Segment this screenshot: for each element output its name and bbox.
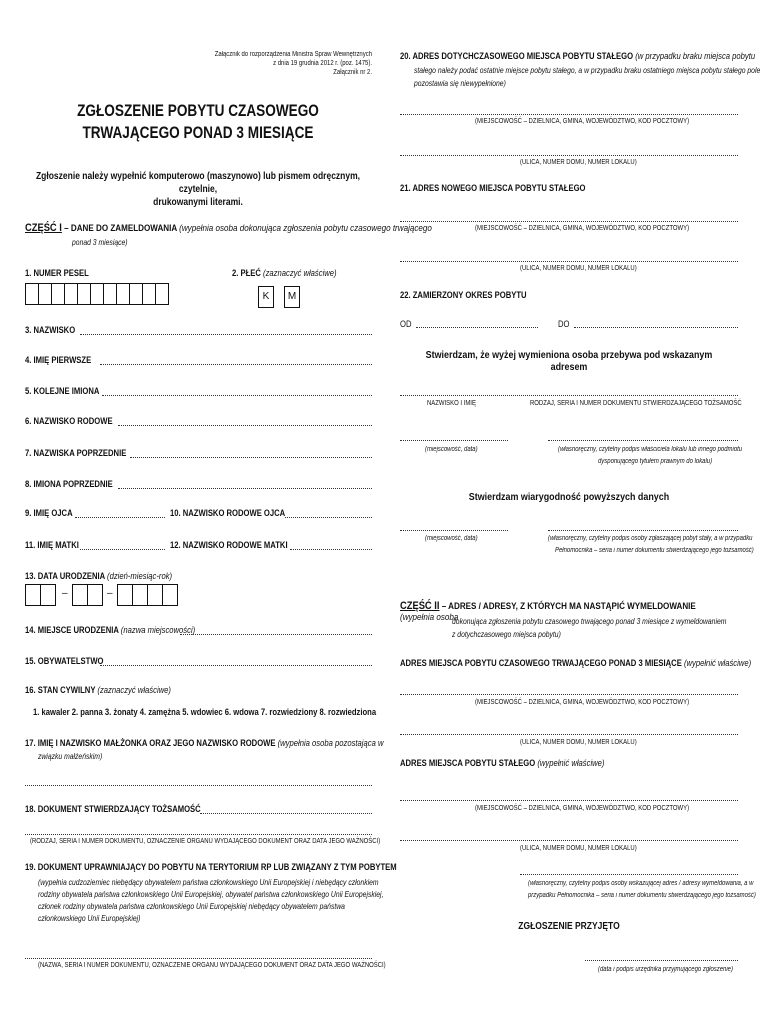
field-16-note: (zaznaczyć właściwe) [97,685,171,695]
field-7-label: 7. NAZWISKA POPRZEDNIE [25,448,127,458]
pesel-digit-box[interactable] [129,283,143,305]
perm-address-text: ADRES MIEJSCA POBYTU STAŁEGO [400,758,536,768]
temp-address-street-input[interactable] [400,734,738,735]
field-21-street-caption: (ULICA, NUMER DOMU, NUMER LOKALU) [520,265,637,272]
field-20-note-2: stałego należy podać ostatnie miejsce pobytu stałego, a w przypadku braku ostatniego miejsca pobytu stałego pole [414,66,761,75]
field-21-street-input[interactable] [400,261,738,262]
field-20-street-input[interactable] [400,155,738,156]
field-5-input[interactable] [102,395,372,396]
period-to-label: DO [558,319,570,329]
field-13-note: (dzień-miesiąc-rok) [107,571,173,581]
field-18-caption: (RODZAJ, SERIA I NUMER DOKUMENTU, OZNACZENIE ORGANU WYDAJĄCEGO DOKUMENT ORAZ DATA JEGO WAŻNOŚCI) [30,838,381,845]
field-20-place-caption: (MIEJSCOWOŚĆ – DZIELNICA, GMINA, WOJEWÓDZTWO, KOD POCZTOWY) [475,118,690,125]
field-21-place-caption: (MIEJSCOWOŚĆ – DZIELNICA, GMINA, WOJEWÓDZTWO, KOD POCZTOWY) [475,225,690,232]
field-15-input[interactable] [100,665,372,666]
pesel-digit-box[interactable] [64,283,78,305]
field-20-street-caption: (ULICA, NUMER DOMU, NUMER LOKALU) [520,159,637,166]
caption-owner-1: (własnoręczny, czytelny podpis właściciela lokalu lub innego podmiotu [558,446,743,453]
field-19-note-2: rodziny obywatela państwa członkowskiego Unii Europejskiej, obywatel państwa członkowskiego Unii Europejskiej, [38,890,384,899]
field-19-note-4: członkowskiego Unii Europejskiej) [38,914,141,923]
part1-note: (wypełnia osoba dokonująca zgłoszenia pobytu czasowego trwającego [179,223,432,234]
field-9-input[interactable] [75,517,165,518]
pesel-boxes[interactable] [25,283,168,305]
caption-signature-3: (własnoręczny, czytelny podpis osoby wskazującej adres / adresy wymeldowania, a w [528,880,754,887]
intro-line-2: drukowanymi literami. [153,197,243,208]
field-10-label: 10. NAZWISKO RODOWE OJCA [170,508,286,518]
part2-note-3: z dotychczasowego miejsca pobytu) [452,630,561,639]
period-to-input[interactable] [574,327,738,328]
pesel-digit-box[interactable] [25,283,39,305]
deregistration-signature-input[interactable] [520,874,738,875]
pesel-digit-box[interactable] [51,283,65,305]
date-digit-box[interactable] [162,584,178,606]
field-20-place-input[interactable] [400,114,738,115]
field-6-input[interactable] [118,425,372,426]
part2-note: (wypełnia osoba [400,612,459,623]
temp-address-text: ADRES MIEJSCA POBYTU CZASOWEGO TRWAJĄCEGO PONAD 3 MIESIĄCE [400,658,682,668]
field-14-input[interactable] [180,634,372,635]
part1-title: – DANE DO ZAMELDOWANIA [61,223,180,234]
date-separator: – [107,588,113,599]
field-18-input-2[interactable] [25,834,372,835]
witness-place-date-input[interactable] [400,440,508,441]
field-17-input[interactable] [25,785,372,786]
date-digit-box[interactable] [72,584,88,606]
field-12-label: 12. NAZWISKO RODOWE MATKI [170,540,288,550]
field-12-input[interactable] [290,549,372,550]
annex-note [183,50,372,77]
field-20-note: (w przypadku braku miejsca pobytu [635,51,756,61]
part1-label: CZĘŚĆ I [25,222,62,234]
birth-month-boxes[interactable] [72,584,102,606]
declarant-signature-input[interactable] [548,530,738,531]
caption-owner-2: dysponującego tytułem prawnym do lokalu) [598,458,713,465]
date-digit-box[interactable] [147,584,163,606]
field-3-input[interactable] [80,334,372,335]
title-line-1: ZGŁOSZENIE POBYTU CZASOWEGO [77,101,319,120]
field-20-text: 20. ADRES DOTYCHCZASOWEGO MIEJSCA POBYTU STAŁEGO [400,51,634,61]
caption-signature-1: (własnoręczny, czytelny podpis osoby zgłaszającej pobyt stały, a w przypadku [548,535,753,542]
field-19-note-3: członek rodziny obywatela państwa członkowskiego Unii Europejskiej niebędący obywatelem państwa [38,902,345,911]
sex-m-checkbox[interactable]: M [284,286,300,308]
pesel-digit-box[interactable] [90,283,104,305]
perm-address-place-input[interactable] [400,800,738,801]
field-11-label: 11. IMIĘ MATKI [25,540,79,550]
part2-label: CZĘŚĆ II [400,600,440,612]
period-from-input[interactable] [416,327,538,328]
field-21-place-input[interactable] [400,221,738,222]
perm-address-street-caption: (ULICA, NUMER DOMU, NUMER LOKALU) [520,845,637,852]
field-16-label [25,685,171,695]
owner-signature-input[interactable] [548,440,738,441]
field-2-text: 2. PŁEĆ [232,268,261,278]
field-6-label: 6. NAZWISKO RODOWE [25,416,113,426]
caption-place-date-2: (miejscowość, data) [425,535,478,542]
field-17-note-2: związku małżeńskim) [38,752,103,761]
date-digit-box[interactable] [117,584,133,606]
field-9-label: 9. IMIĘ OJCA [25,508,73,518]
temp-address-street-caption: (ULICA, NUMER DOMU, NUMER LOKALU) [520,739,637,746]
intro-line-1: Zgłoszenie należy wypełnić komputerowo (maszynowo) lub pismem odręcznym, czytelnie, [35,171,361,195]
field-14-note: (nazwa miejscowości) [120,625,196,635]
annex-line-3: Załącznik nr 2. [333,69,372,76]
caption-official: (data i podpis urzędnika przyjmującego zgłoszenie) [598,966,733,973]
accepted-heading: ZGŁOSZENIE PRZYJĘTO [518,921,620,932]
field-14-text: 14. MIEJSCE URODZENIA [25,625,119,635]
period-from-label: OD [400,319,412,329]
caption-signature-2: Pełnomocnika – seria i numer dokumentu stwierdzającego jego tożsamość) [555,547,754,554]
field-18-label: 18. DOKUMENT STWIERDZAJĄCY TOŻSAMOŚĆ [25,804,201,814]
annex-line-1: Załącznik do rozporządzenia Ministra Spraw Wewnętrznych [214,51,372,58]
temp-address-note: (wypełnić właściwe) [683,658,752,668]
field-20-label [400,51,755,61]
statement-residence: Stwierdzam, że wyżej wymieniona osoba przebywa pod wskazanym adresem [425,349,713,373]
field-17-note: (wypełnia osoba pozostająca w [277,738,384,748]
field-8-input[interactable] [118,488,372,489]
declarant-place-date-input[interactable] [400,530,508,531]
field-19-label: 19. DOKUMENT UPRAWNIAJĄCY DO POBYTU NA TERYTORIUM RP LUB ZWIĄZANY Z TYM POBYTEM [25,862,397,872]
field-4-label: 4. IMIĘ PIERWSZE [25,355,92,365]
field-13-label [25,571,172,581]
perm-address-street-input[interactable] [400,840,738,841]
field-2-note: (zaznaczyć właściwe) [263,268,337,278]
title-line-2: TRWAJĄCEGO PONAD 3 MIESIĄCE [82,123,314,142]
caption-signature-4: przypadku Pełnomocnika – seria i numer dokumentu stwierdzającego jego tożsamość) [528,892,756,899]
annex-line-2: z dnia 19 grudnia 2012 r. (poz. 1475). [273,60,372,67]
field-14-label [25,625,195,635]
statement-credibility: Stwierdzam wiarygodność powyższych danych [468,491,670,503]
field-18-input[interactable] [200,813,372,814]
field-20-note-3: pozostawia się niewypełnione) [414,79,506,88]
field-1-label: 1. NUMER PESEL [25,268,89,278]
pesel-digit-box[interactable] [142,283,156,305]
temp-address-place-input[interactable] [400,694,738,695]
perm-address-place-caption: (MIEJSCOWOŚĆ – DZIELNICA, GMINA, WOJEWÓDZTWO, KOD POCZTOWY) [475,805,690,812]
birth-day-boxes[interactable] [25,584,55,606]
temp-address-label [400,658,751,668]
field-22-label: 22. ZAMIERZONY OKRES POBYTU [400,290,527,300]
field-17-label [25,738,384,748]
marital-status-options[interactable]: 1. kawaler 2. panna 3. żonaty 4. zamężna 5. wdowiec 6. wdowa 7. rozwiedziony 8. rozwiedziona [33,707,377,717]
caption-document: RODZAJ, SERIA I NUMER DOKUMENTU STWIERDZAJĄCEGO TOŻSAMOŚĆ [530,400,742,407]
caption-name: NAZWISKO I IMIĘ [427,400,476,407]
field-19-note-1: (wypełnia cudzoziemiec niebędący obywatelem państwa członkowskiego Unii Europejskiej i niebędący członkiem [38,878,379,887]
pesel-digit-box[interactable] [155,283,169,305]
witness-name-input[interactable] [400,395,738,396]
field-21-label: 21. ADRES NOWEGO MIEJSCA POBYTU STAŁEGO [400,183,586,193]
birth-year-boxes[interactable] [117,584,177,606]
date-digit-box[interactable] [132,584,148,606]
field-4-input[interactable] [100,364,372,365]
field-13-text: 13. DATA URODZENIA [25,571,105,581]
part1-heading [25,222,432,234]
field-11-input[interactable] [80,549,165,550]
field-7-input[interactable] [130,457,372,458]
temp-address-place-caption: (MIEJSCOWOŚĆ – DZIELNICA, GMINA, WOJEWÓDZTWO, KOD POCZTOWY) [475,699,690,706]
date-separator: – [62,588,68,599]
field-19-input[interactable] [25,958,372,959]
date-digit-box[interactable] [25,584,41,606]
field-16-text: 16. STAN CYWILNY [25,685,96,695]
field-15-label: 15. OBYWATELSTWO [25,656,104,666]
date-digit-box[interactable] [87,584,103,606]
field-10-input[interactable] [285,517,372,518]
pesel-digit-box[interactable] [38,283,52,305]
pesel-digit-box[interactable] [77,283,91,305]
pesel-digit-box[interactable] [103,283,117,305]
field-5-label: 5. KOLEJNE IMIONA [25,386,100,396]
form-title [57,100,339,144]
pesel-digit-box[interactable] [116,283,130,305]
sex-k-checkbox[interactable]: K [258,286,274,308]
caption-place-date: (miejscowość, data) [425,446,478,453]
field-17-text: 17. IMIĘ I NAZWISKO MAŁŻONKA ORAZ JEGO NAZWISKO RODOWE [25,738,276,748]
field-19-caption: (NAZWA, SERIA I NUMER DOKUMENTU, OZNACZENIE ORGANU WYDAJĄCEGO DOKUMENT ORAZ DATA JEGO WAŻNOŚCI) [38,962,386,969]
part1-note-2: ponad 3 miesiące) [72,238,128,247]
field-2-label [232,268,337,278]
official-signature-input[interactable] [585,960,738,961]
part2-title: – ADRES / ADRESY, Z KTÓRYCH MA NASTĄPIĆ WYMELDOWANIE [439,601,696,612]
field-8-label: 8. IMIONA POPRZEDNIE [25,479,113,489]
date-digit-box[interactable] [40,584,56,606]
perm-address-note: (wypełnić właściwe) [537,758,605,768]
perm-address-label [400,758,604,768]
field-3-label: 3. NAZWISKO [25,325,76,335]
intro-text [30,170,367,209]
part2-note-2: dokonująca zgłoszenia pobytu czasowego trwającego ponad 3 miesiące z wymeldowaniem [452,617,727,626]
